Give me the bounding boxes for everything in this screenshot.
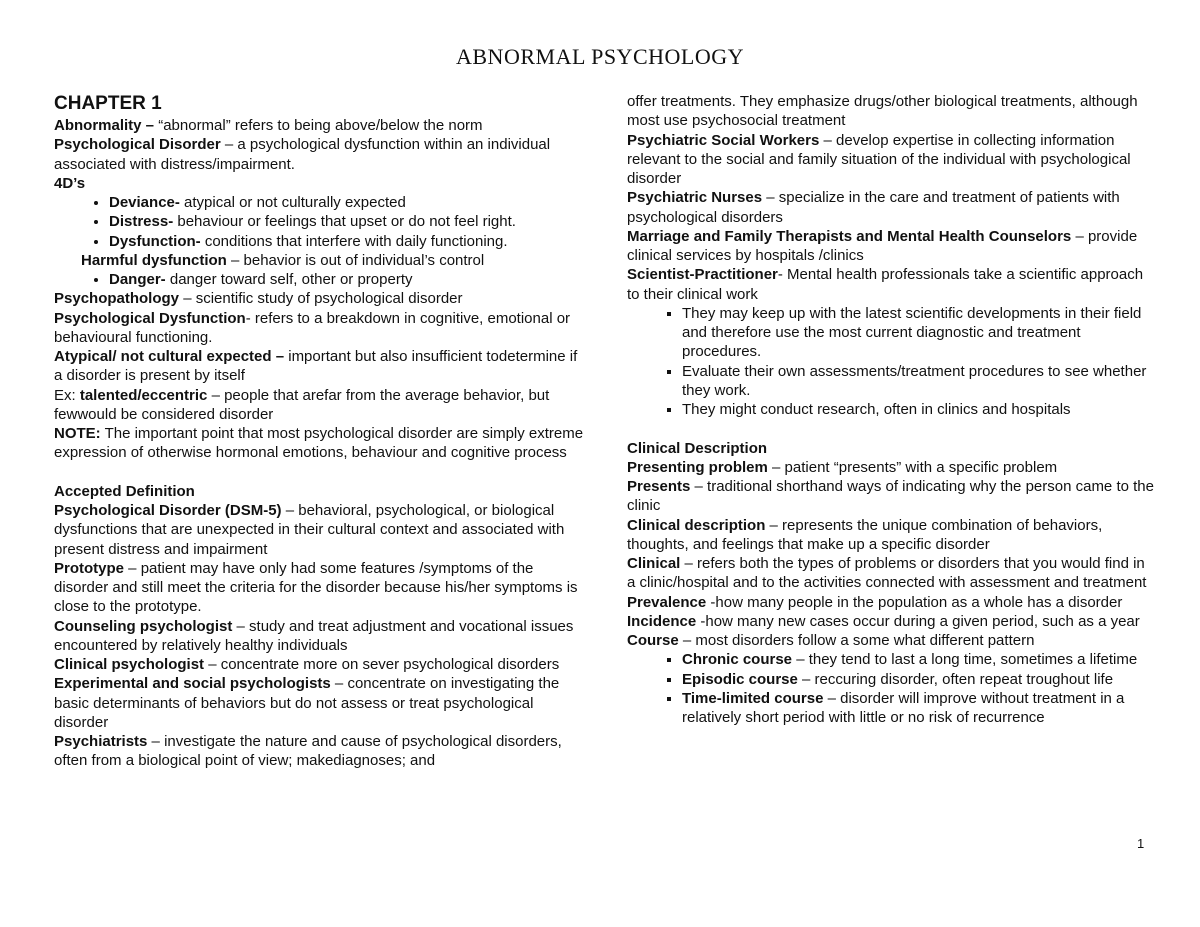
definition-psychopathology: Psychopathology – scientific study of psychological disorder bbox=[54, 290, 463, 308]
definition-harmful-dysfunction: Harmful dysfunction – behavior is out of individual’s control bbox=[81, 251, 485, 269]
definition-psychiatric-nurses: Psychiatric Nurses – specialize in the care and treatment of patients with psychological disorders bbox=[627, 189, 1120, 226]
right-column bbox=[627, 92, 1157, 727]
list-item: • Dysfunction- conditions that interfere with daily functioning. bbox=[109, 232, 584, 251]
definition-psychiatrists: Psychiatrists – investigate the nature and cause of psychological disorders, often from a biological point of view; makediagnoses; and bbox=[54, 733, 562, 770]
definition-prototype: Prototype – patient may have only had some features /symptoms of the disorder and still meet the criteria for the disorder because his/her symptoms is close to the prototype. bbox=[54, 559, 578, 616]
note-paragraph: NOTE: The important point that most psychological disorder are simply extreme expression of otherwise hormonal emotions, behaviour and cognitive process bbox=[54, 425, 584, 462]
definition-clinical-description: Clinical description – represents the unique combination of behaviors, thoughts, and feelings that make up a specific disorder bbox=[627, 516, 1103, 553]
four-ds-list bbox=[54, 193, 584, 251]
chapter-heading: CHAPTER 1 bbox=[54, 93, 162, 114]
definition-clinical: Clinical – refers both the types of problems or disorders that you would find in a clinic/hospital and to the activities connected with assessment and treatment bbox=[627, 555, 1147, 592]
definition-clinical-psychologist: Clinical psychologist – concentrate more on sever psychological disorders bbox=[54, 656, 560, 673]
list-item: • Distress- behaviour or feelings that upset or do not feel right. bbox=[109, 212, 584, 231]
definition-atypical: Atypical/ not cultural expected – important but also insufficient todetermine if a disorder is present by itself bbox=[54, 348, 578, 385]
clinical-description-heading: Clinical Description bbox=[627, 439, 768, 457]
four-ds-heading: 4D’s bbox=[54, 174, 86, 192]
definition-experimental-psychologists: Experimental and social psychologists – concentrate on investigating the basic determinants of behaviors but do not assess or treat psychological disorder bbox=[54, 675, 560, 731]
document-title: ABNORMAL PSYCHOLOGY bbox=[456, 44, 744, 69]
definition-scientist-practitioner: Scientist-Practitioner- Mental health professionals take a scientific approach to their clinical work bbox=[627, 266, 1144, 303]
definition-counseling-psychologist: Counseling psychologist – study and treat adjustment and vocational issues encountered by relatively healthy individuals bbox=[54, 617, 574, 654]
example-talented: Ex: talented/eccentric – people that arefar from the average behavior, but fewwould be considered disorder bbox=[54, 386, 550, 423]
list-item: ▪ Evaluate their own assessments/treatment procedures to see whether they work. bbox=[682, 362, 1157, 401]
list-item: • Danger- danger toward self, other or property bbox=[109, 270, 584, 289]
page-number: 1 bbox=[1137, 836, 1145, 851]
definition-mft: Marriage and Family Therapists and Mental Health Counselors – provide clinical services by hospitals /clinics bbox=[627, 227, 1138, 264]
definition-course: Course – most disorders follow a some what different pattern bbox=[627, 632, 1035, 649]
list-item: ▪ Episodic course – reccuring disorder, often repeat troughout life bbox=[682, 670, 1157, 689]
list-item: ▪ Time-limited course – disorder will improve without treatment in a relatively short period with little or no risk of recurrence bbox=[682, 689, 1157, 728]
course-bullets bbox=[627, 650, 1157, 727]
accepted-definition-heading: Accepted Definition bbox=[54, 482, 195, 500]
definition-social-workers: Psychiatric Social Workers – develop expertise in collecting information relevant to the social and family situation of the individual with psychological disorder bbox=[627, 131, 1131, 187]
definition-psychological-disorder: Psychological Disorder – a psychological dysfunction within an individual associated with distress/impairment. bbox=[54, 136, 551, 173]
list-item: ▪ Chronic course – they tend to last a long time, sometimes a lifetime bbox=[682, 650, 1157, 669]
list-item: • Deviance- atypical or not culturally expected bbox=[109, 193, 584, 212]
definition-prevalence: Prevalence -how many people in the population as a whole has a disorder bbox=[627, 593, 1123, 611]
definition-incidence: Incidence -how many new cases occur during a given period, such as a year bbox=[627, 612, 1140, 630]
definition-psychological-dysfunction: Psychological Dysfunction- refers to a breakdown in cognitive, emotional or behavioural functioning. bbox=[54, 309, 571, 346]
psychiatrists-continuation: offer treatments. They emphasize drugs/other biological treatments, although most use psychosocial treatment bbox=[627, 93, 1138, 130]
scientist-bullets bbox=[627, 304, 1157, 420]
definition-abnormality: Abnormality – “abnormal” refers to being above/below the norm bbox=[54, 117, 483, 134]
left-column bbox=[54, 92, 584, 771]
definition-presents: Presents – traditional shorthand ways of indicating why the person came to the clinic bbox=[627, 478, 1154, 515]
definition-dsm5: Psychological Disorder (DSM-5) – behavioral, psychological, or biological dysfunctions that are unexpected in their cultural context and associated with present distress and impairment bbox=[54, 502, 565, 558]
list-item: ▪ They may keep up with the latest scientific developments in their field and therefore use the most current diagnostic and treatment procedures. bbox=[682, 304, 1157, 362]
list-item: ▪ They might conduct research, often in clinics and hospitals bbox=[682, 400, 1157, 419]
definition-presenting-problem: Presenting problem – patient “presents” with a specific problem bbox=[627, 458, 1058, 476]
four-ds-list-continued bbox=[54, 270, 584, 289]
